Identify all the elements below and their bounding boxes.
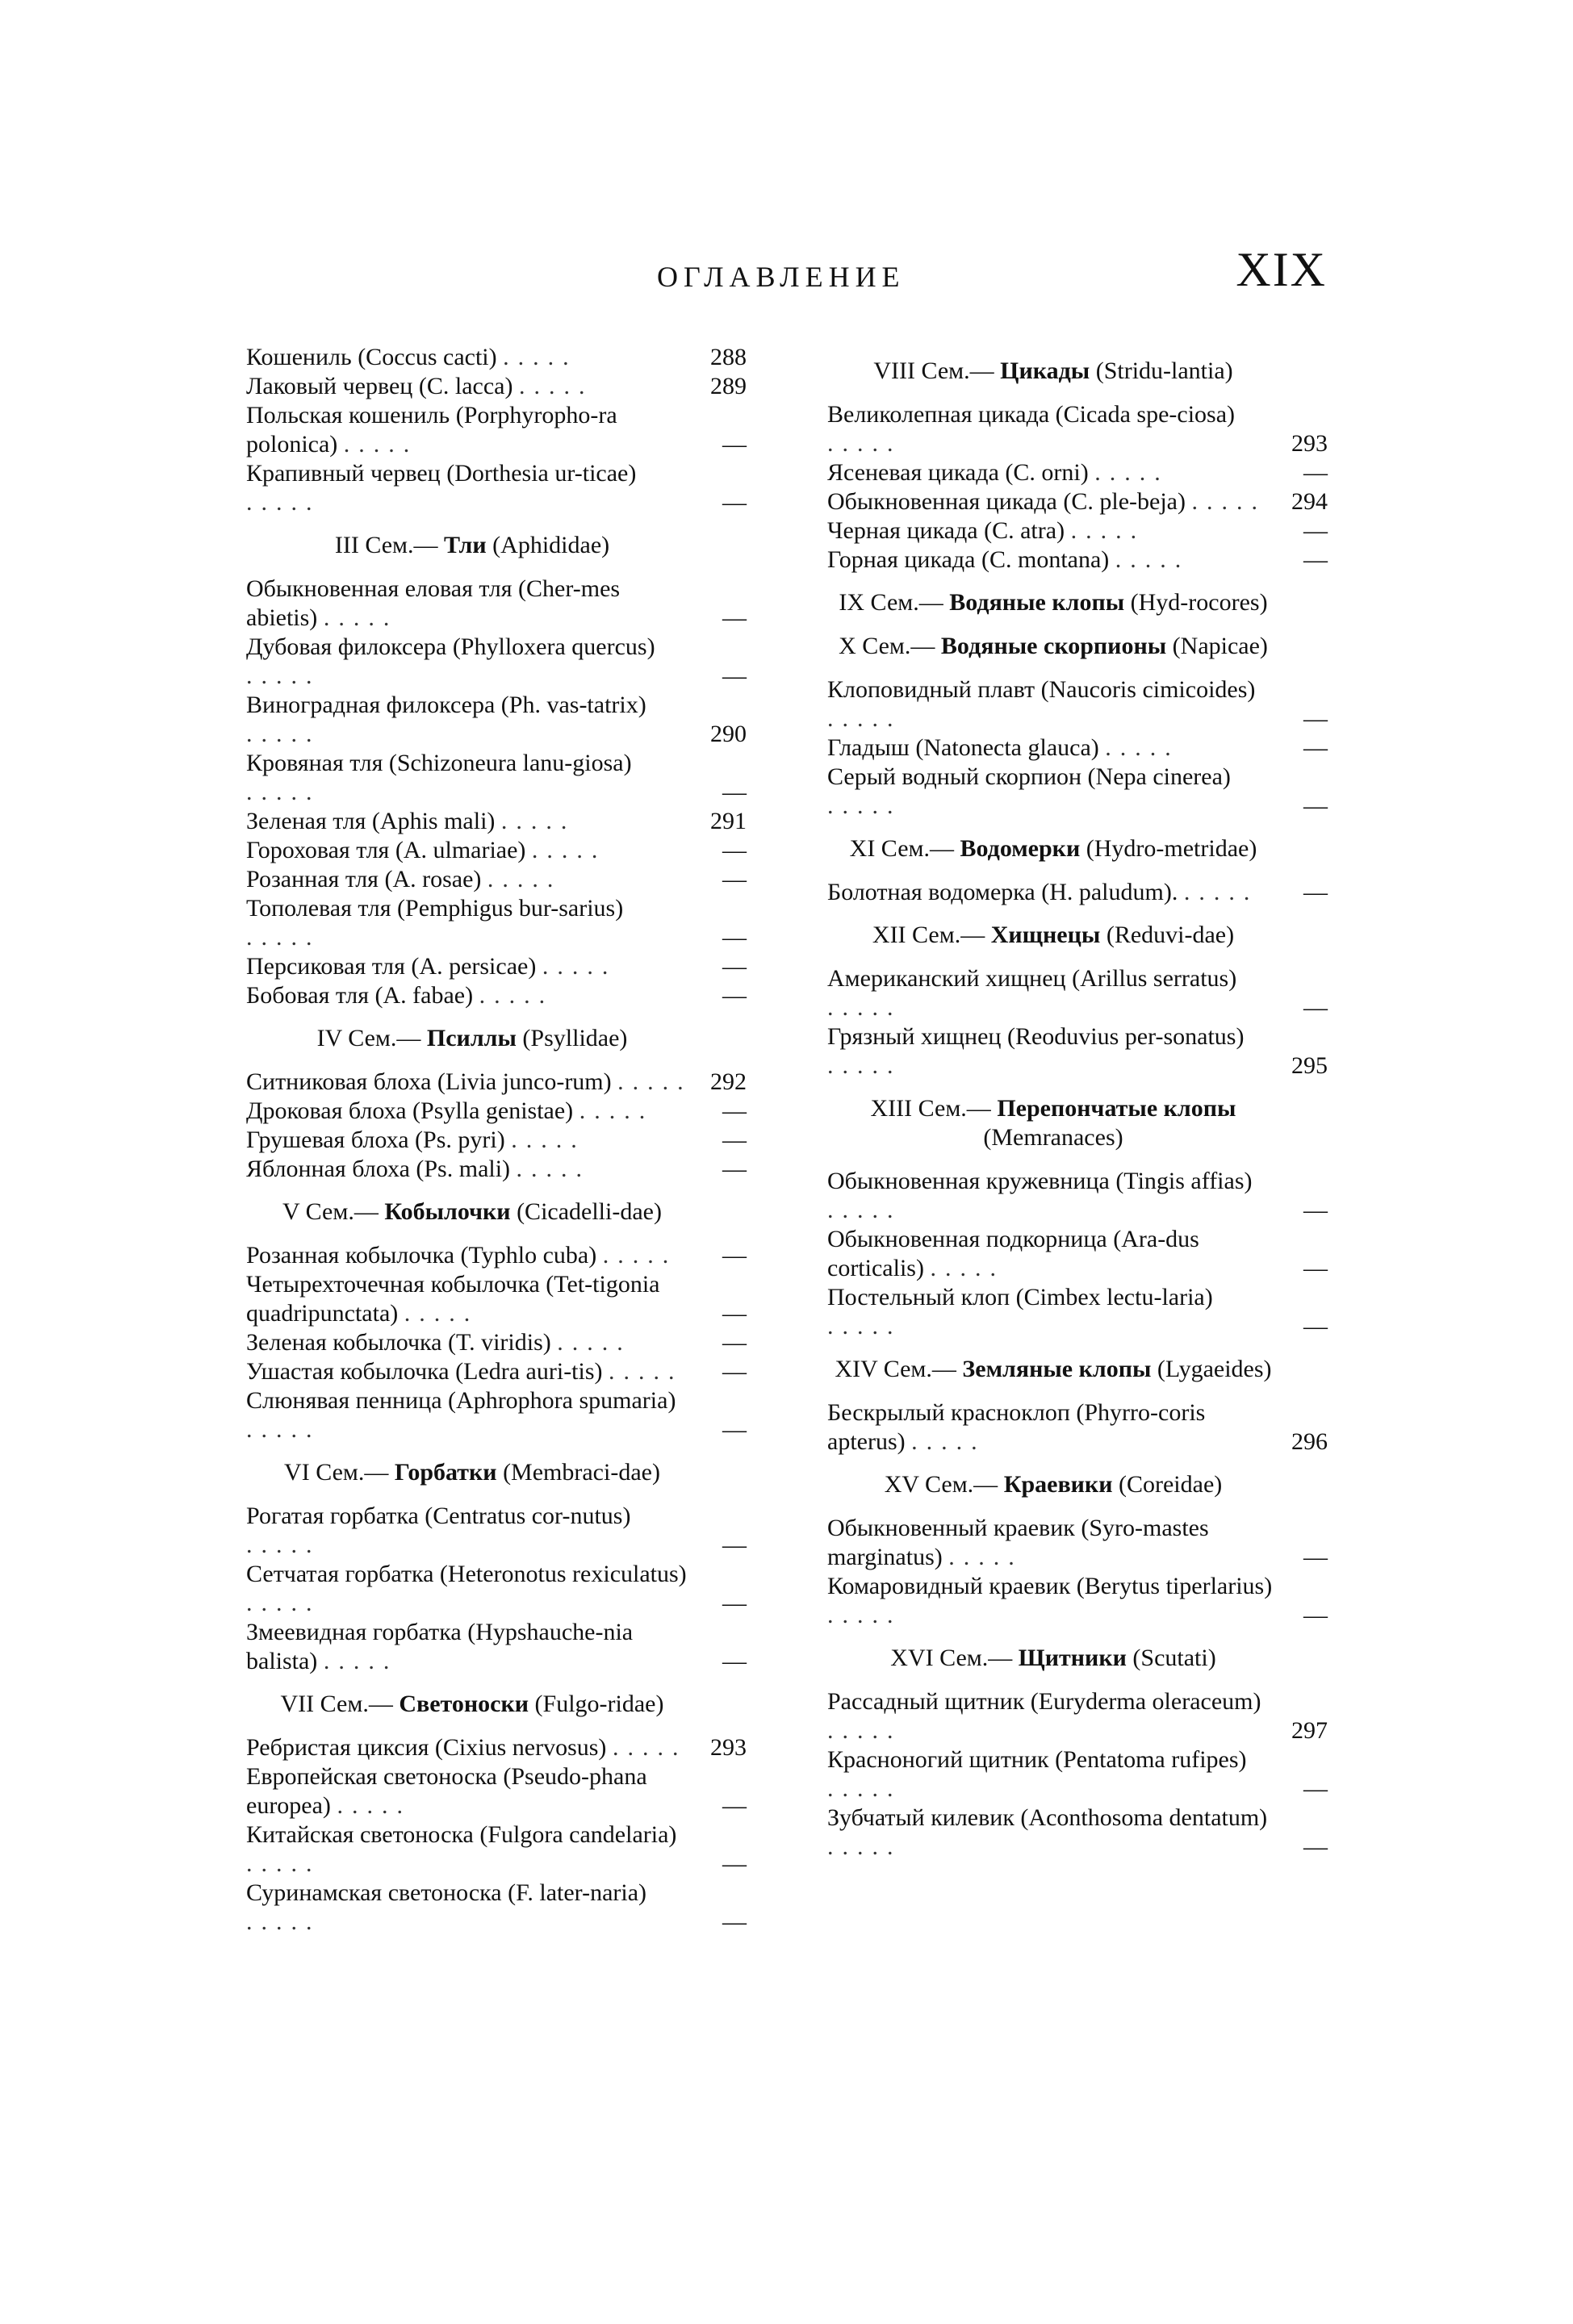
toc-entry — [246, 1733, 747, 1762]
entry-page: 290 — [710, 721, 747, 747]
page-header — [245, 242, 1327, 307]
family-latin: (Fulgo-ridae) — [529, 1691, 664, 1717]
family-heading — [246, 1690, 698, 1719]
family-name: Водомерки — [960, 835, 1081, 862]
toc-entry — [246, 1618, 747, 1676]
toc-entry — [246, 372, 747, 401]
family-number: XIII Сем.— — [870, 1095, 998, 1122]
dot-leader: ..... — [1105, 734, 1180, 761]
entry-title: Обыкновенный краевик (Syro-mastes marginatus) ..... — [827, 1515, 1209, 1570]
entry-title: Европейская светоноска (Pseudo-phana europea) ..... — [246, 1763, 647, 1819]
dot-leader: ..... — [246, 779, 321, 805]
family-number: XII Сем.— — [872, 922, 991, 948]
family-name: Перепончатые клопы — [997, 1095, 1236, 1122]
entry-page: — — [1303, 1602, 1328, 1628]
entry-title: Бескрылый красноклоп (Phyrro-coris apterus) ..... — [827, 1399, 1206, 1455]
entry-page: — — [1303, 517, 1328, 544]
entry-page: — — [1303, 705, 1328, 732]
family-name: Хищнецы — [990, 922, 1101, 948]
family-heading — [827, 357, 1279, 386]
family-number: X Сем.— — [839, 633, 941, 659]
dot-leader: ..... — [1191, 488, 1266, 515]
entry-title: Виноградная филоксера (Ph. vas-tatrix) ..... — [246, 692, 646, 747]
dot-leader: ..... — [557, 1329, 632, 1356]
entry-title: Черная цикада (C. atra) ..... — [827, 517, 1146, 544]
entry-title: Слюнявая пенница (Aphrophora spumaria) ..... — [246, 1387, 676, 1443]
entry-title: Гороховая тля (A. ulmariae) ..... — [246, 837, 607, 863]
dot-leader: ..... — [404, 1300, 479, 1327]
toc-entry — [827, 964, 1328, 1022]
dot-leader: ..... — [246, 1416, 321, 1443]
family-heading — [827, 1470, 1279, 1499]
family-latin: (Napicae) — [1166, 633, 1268, 659]
entry-page: — — [722, 924, 747, 951]
entry-title: Суринамская светоноска (F. later-naria) ..... — [246, 1879, 647, 1935]
entry-title: Китайская светоноска (Fulgora candelaria) ..... — [246, 1821, 677, 1877]
dot-leader: ..... — [343, 431, 419, 458]
entry-title: Тополевая тля (Pemphigus bur-sarius) ..... — [246, 895, 624, 951]
toc-entry — [827, 516, 1328, 545]
toc-entry — [246, 1820, 747, 1879]
entry-page: 293 — [710, 1734, 747, 1761]
entry-title: Сетчатая горбатка (Heteronotus rexiculatus) ..... — [246, 1561, 687, 1616]
entry-title: Великолепная цикада (Cicada spe-ciosa) ..... — [827, 401, 1236, 457]
entry-title: Зеленая тля (Aphis mali) ..... — [246, 808, 576, 834]
dot-leader: ..... — [500, 808, 576, 834]
entry-title: Дубовая филоксера (Phylloxera quercus) ..... — [246, 633, 655, 689]
family-number: VI Сем.— — [284, 1459, 395, 1486]
dot-leader: ..... — [479, 982, 554, 1009]
entry-title: Грязный хищнец (Reoduvius per-sonatus) ..... — [827, 1023, 1245, 1079]
family-number: VIII Сем.— — [873, 357, 1001, 384]
entry-page: 297 — [1291, 1717, 1328, 1744]
dot-leader: ..... — [602, 1242, 678, 1269]
entry-title: Змеевидная горбатка (Hypshauche-nia balista) ..... — [246, 1619, 634, 1674]
entry-page: — — [722, 1097, 747, 1124]
entry-page: — — [722, 604, 747, 631]
dot-leader: ..... — [246, 1532, 321, 1558]
family-heading — [827, 1644, 1279, 1673]
toc-entry — [827, 1167, 1328, 1225]
dot-leader: ..... — [1115, 546, 1190, 573]
entry-page: — — [722, 1850, 747, 1877]
entry-page: — — [1303, 1255, 1328, 1281]
entry-title: Польская кошениль (Porphyropho-ra polonica) ..... — [246, 402, 617, 458]
family-latin: (Scutati) — [1126, 1645, 1216, 1671]
entry-title: Дроковая блоха (Psylla genistae) ..... — [246, 1097, 655, 1124]
entry-title: Серый водный скорпион (Nepa cinerea) ..... — [827, 763, 1231, 819]
entry-title: Красноногий щитник (Pentatoma rufipes) ..... — [827, 1746, 1247, 1802]
dot-leader: ..... — [503, 344, 578, 370]
toc-entry — [246, 981, 747, 1010]
entry-title: Постельный клоп (Cimbex lectu-laria) ..... — [827, 1284, 1213, 1340]
entry-page: — — [722, 489, 747, 516]
entry-title: Ситниковая блоха (Livia junco-rum) ..... — [246, 1068, 692, 1095]
toc-entry — [246, 1386, 747, 1444]
entry-title: Крапивный червец (Dorthesia ur-ticae) ..... — [246, 460, 637, 516]
entry-title: Лаковый червец (C. lacca) ..... — [246, 373, 594, 399]
toc-entry — [246, 1097, 747, 1126]
dot-leader: ..... — [1183, 879, 1259, 905]
dot-leader: ..... — [579, 1097, 655, 1124]
toc-entry — [827, 1283, 1328, 1341]
family-number: XIV Сем.— — [835, 1356, 963, 1382]
entry-page: 296 — [1291, 1428, 1328, 1455]
entry-page: — — [1303, 734, 1328, 761]
family-name: Горбатки — [394, 1459, 497, 1486]
entry-title: Гладыш (Natonecta glauca) ..... — [827, 734, 1180, 761]
entry-page: — — [1303, 1313, 1328, 1340]
toc-entry — [827, 1225, 1328, 1283]
entry-title: Обыкновенная подкорница (Ara-dus corticalis) ..... — [827, 1226, 1199, 1281]
entry-title: Четырехточечная кобылочка (Tet-tigonia quadripunctata) ..... — [246, 1271, 660, 1327]
entry-page: — — [722, 837, 747, 863]
toc-entry — [246, 1126, 747, 1155]
family-number: XV Сем.— — [884, 1471, 1004, 1498]
dot-leader: ..... — [1070, 517, 1146, 544]
dot-leader: ..... — [930, 1255, 1005, 1281]
entry-title: Персиковая тля (A. persicae) ..... — [246, 953, 617, 980]
toc-entry — [246, 1357, 747, 1386]
entry-page: — — [1303, 994, 1328, 1021]
family-heading — [827, 588, 1279, 617]
family-number: V Сем.— — [282, 1198, 385, 1225]
family-latin: (Cicadelli-dae) — [510, 1198, 662, 1225]
toc-entry — [827, 1745, 1328, 1804]
entry-page: 293 — [1291, 430, 1328, 457]
dot-leader: ..... — [827, 1052, 902, 1079]
family-name: Водяные скорпионы — [940, 633, 1167, 659]
entry-title: Рассадный щитник (Euryderma oleraceum) ..... — [827, 1688, 1261, 1744]
entry-page: — — [722, 982, 747, 1009]
entry-page: — — [722, 1590, 747, 1616]
entry-page: — — [722, 1126, 747, 1153]
dot-leader: ..... — [827, 705, 902, 732]
dot-leader: ..... — [246, 924, 321, 951]
entry-page: — — [722, 1242, 747, 1269]
toc-entry — [246, 1560, 747, 1618]
entry-page: — — [722, 1908, 747, 1935]
dot-leader: ..... — [246, 1908, 321, 1935]
dot-leader: ..... — [1094, 459, 1169, 486]
family-heading — [246, 1024, 698, 1053]
toc-entry — [246, 459, 747, 517]
family-heading — [827, 921, 1279, 950]
toc-entry — [246, 749, 747, 807]
dot-leader: ..... — [487, 866, 563, 892]
family-heading — [827, 834, 1279, 863]
dot-leader: ..... — [323, 604, 399, 631]
toc-entry — [827, 763, 1328, 821]
page-number: XIX — [1236, 243, 1327, 296]
toc-entry — [246, 1068, 747, 1097]
dot-leader: ..... — [911, 1428, 986, 1455]
entry-title: Болотная водомерка (H. paludum). ..... — [827, 879, 1259, 905]
entry-page: — — [722, 1329, 747, 1356]
family-heading — [246, 1198, 698, 1227]
toc-entry — [246, 1155, 747, 1184]
entry-title: Комаровидный краевик (Berytus tiperlarius) ..... — [827, 1573, 1273, 1628]
toc-entry — [246, 691, 747, 749]
dot-leader: ..... — [827, 1775, 902, 1802]
family-number: XI Сем.— — [849, 835, 960, 862]
toc-entry — [246, 836, 747, 865]
entry-page: — — [722, 1300, 747, 1327]
dot-leader: ..... — [246, 1590, 321, 1616]
toc-entry — [246, 401, 747, 459]
entry-title: Ясеневая цикада (C. orni) ..... — [827, 459, 1169, 486]
family-name: Светоноски — [399, 1691, 529, 1717]
dot-leader: ..... — [612, 1734, 688, 1761]
toc-entry — [246, 894, 747, 952]
toc-entry — [827, 1022, 1328, 1080]
entry-page: — — [1303, 1197, 1328, 1223]
family-name: Земляные клопы — [962, 1356, 1152, 1382]
toc-entry — [827, 458, 1328, 487]
entry-page: — — [722, 1156, 747, 1182]
entry-page: 292 — [710, 1068, 747, 1095]
toc-entry — [827, 1687, 1328, 1745]
toc-entry — [827, 675, 1328, 734]
toc-entry — [246, 807, 747, 836]
toc-entry — [827, 1514, 1328, 1572]
dot-leader: ..... — [323, 1648, 399, 1674]
family-number: IV Сем.— — [316, 1025, 427, 1051]
family-latin: (Reduvi-dae) — [1100, 922, 1235, 948]
family-latin: (Memranaces) — [983, 1124, 1123, 1151]
toc-entry — [827, 545, 1328, 575]
toc-entry — [246, 1762, 747, 1820]
dot-leader: ..... — [827, 1197, 902, 1223]
toc-entry — [827, 878, 1328, 907]
family-latin: (Lygaeides) — [1151, 1356, 1272, 1382]
toc-entry — [827, 734, 1328, 763]
dot-leader: ..... — [516, 1156, 592, 1182]
dot-leader: ..... — [531, 837, 607, 863]
dot-leader: ..... — [827, 1602, 902, 1628]
family-heading — [827, 632, 1279, 661]
dot-leader: ..... — [948, 1544, 1023, 1570]
family-name: Тли — [444, 532, 487, 558]
dot-leader: ..... — [827, 430, 902, 457]
toc-entry — [246, 865, 747, 894]
entry-page: — — [722, 1792, 747, 1819]
family-heading — [827, 1094, 1279, 1152]
toc-entry — [246, 575, 747, 633]
toc-entry — [246, 633, 747, 691]
family-number: III Сем.— — [334, 532, 445, 558]
dot-leader: ..... — [246, 721, 321, 747]
family-name: Щитники — [1018, 1645, 1127, 1671]
entry-title: Ребристая циксия (Cixius nervosus) ..... — [246, 1734, 688, 1761]
dot-leader: ..... — [617, 1068, 692, 1095]
family-latin: (Hydro-metridae) — [1080, 835, 1257, 862]
family-name: Кобылочки — [384, 1198, 511, 1225]
entry-page: — — [722, 431, 747, 458]
entry-title: Ушастая кобылочка (Ledra auri-tis) ..... — [246, 1358, 684, 1385]
entry-title: Горная цикада (C. montana) ..... — [827, 546, 1190, 573]
entry-title: Яблонная блоха (Ps. mali) ..... — [246, 1156, 592, 1182]
entry-title: Клоповидный плавт (Naucoris cimicoides) ..... — [827, 676, 1256, 732]
toc-entry — [827, 400, 1328, 458]
entry-title: Розанная кобылочка (Typhlo cuba) ..... — [246, 1242, 678, 1269]
entry-title: Зеленая кобылочка (T. viridis) ..... — [246, 1329, 632, 1356]
entry-title: Кошениль (Coccus cacti) ..... — [246, 344, 578, 370]
toc-entry — [246, 1241, 747, 1270]
dot-leader: ..... — [246, 663, 321, 689]
toc-entry — [827, 1804, 1328, 1862]
entry-title: Обыкновенная кружевница (Tingis affias) ..... — [827, 1168, 1253, 1223]
dot-leader: ..... — [827, 994, 902, 1021]
family-heading — [827, 1355, 1279, 1384]
dot-leader: ..... — [511, 1126, 586, 1153]
toc-entry — [246, 952, 747, 981]
entry-page: 294 — [1291, 488, 1328, 515]
entry-page: — — [722, 1358, 747, 1385]
entry-page: — — [1303, 1544, 1328, 1570]
entry-page: 289 — [710, 373, 747, 399]
dot-leader: ..... — [827, 1717, 902, 1744]
entry-page: — — [1303, 792, 1328, 819]
dot-leader: ..... — [609, 1358, 684, 1385]
running-title: ОГЛАВЛЕНИЕ — [657, 261, 906, 293]
dot-leader: ..... — [518, 373, 594, 399]
family-heading — [246, 531, 698, 560]
entry-title: Обыкновенная еловая тля (Cher-mes abietis) ..... — [246, 575, 621, 631]
entry-page: 295 — [1291, 1052, 1328, 1079]
family-name: Водяные клопы — [949, 589, 1125, 616]
entry-page: — — [722, 779, 747, 805]
entry-page: — — [722, 1532, 747, 1558]
family-latin: (Coreidae) — [1112, 1471, 1223, 1498]
dot-leader: ..... — [827, 1313, 902, 1340]
toc-entry — [827, 1398, 1328, 1457]
dot-leader: ..... — [542, 953, 617, 980]
entry-page: — — [1303, 1775, 1328, 1802]
dot-leader: ..... — [246, 489, 321, 516]
family-heading — [246, 1458, 698, 1487]
dot-leader: ..... — [827, 1833, 902, 1860]
toc-entry — [246, 1328, 747, 1357]
toc-column-left — [246, 343, 747, 1937]
entry-title: Кровяная тля (Schizoneura lanu-giosa) ..... — [246, 750, 632, 805]
family-latin: (Membraci-dae) — [496, 1459, 660, 1486]
dot-leader: ..... — [246, 1850, 321, 1877]
entry-page: — — [722, 1416, 747, 1443]
entry-page: 291 — [710, 808, 747, 834]
entry-page: 288 — [710, 344, 747, 370]
family-name: Краевики — [1003, 1471, 1113, 1498]
dot-leader: ..... — [827, 792, 902, 819]
family-latin: (Psyllidae) — [516, 1025, 628, 1051]
family-number: IX Сем.— — [839, 589, 950, 616]
entry-page: — — [722, 866, 747, 892]
entry-title: Бобовая тля (A. fabae) ..... — [246, 982, 554, 1009]
entry-page: — — [1303, 879, 1328, 905]
family-number: XVI Сем.— — [890, 1645, 1019, 1671]
dot-leader: ..... — [337, 1792, 412, 1819]
entry-title: Обыкновенная цикада (C. ple-beja) ..... — [827, 488, 1266, 515]
toc-entry — [827, 1572, 1328, 1630]
entry-page: — — [1303, 1833, 1328, 1860]
entry-page: — — [1303, 546, 1328, 573]
entry-page: — — [722, 1648, 747, 1674]
entry-title: Зубчатый килевик (Aconthosoma dentatum) ..... — [827, 1804, 1268, 1860]
toc-entry — [246, 1502, 747, 1560]
entry-title: Розанная тля (A. rosae) ..... — [246, 866, 563, 892]
family-name: Псиллы — [426, 1025, 517, 1051]
entry-page: — — [722, 663, 747, 689]
toc-entry — [827, 487, 1328, 516]
toc-entry — [246, 343, 747, 372]
entry-page: — — [722, 953, 747, 980]
family-latin: (Aphididae) — [486, 532, 610, 558]
family-latin: (Hyd-rocores) — [1124, 589, 1268, 616]
entry-page: — — [1303, 459, 1328, 486]
entry-title: Рогатая горбатка (Centratus cor-nutus) ..... — [246, 1503, 631, 1558]
family-number: VII Сем.— — [280, 1691, 400, 1717]
entry-title: Американский хищнец (Arillus serratus) ..... — [827, 965, 1237, 1021]
toc-entry — [246, 1270, 747, 1328]
entry-title: Грушевая блоха (Ps. pyri) ..... — [246, 1126, 586, 1153]
toc-entry — [246, 1879, 747, 1937]
family-latin: (Stridu-lantia) — [1090, 357, 1233, 384]
toc-column-right — [827, 343, 1328, 1862]
family-name: Цикады — [1000, 357, 1090, 384]
